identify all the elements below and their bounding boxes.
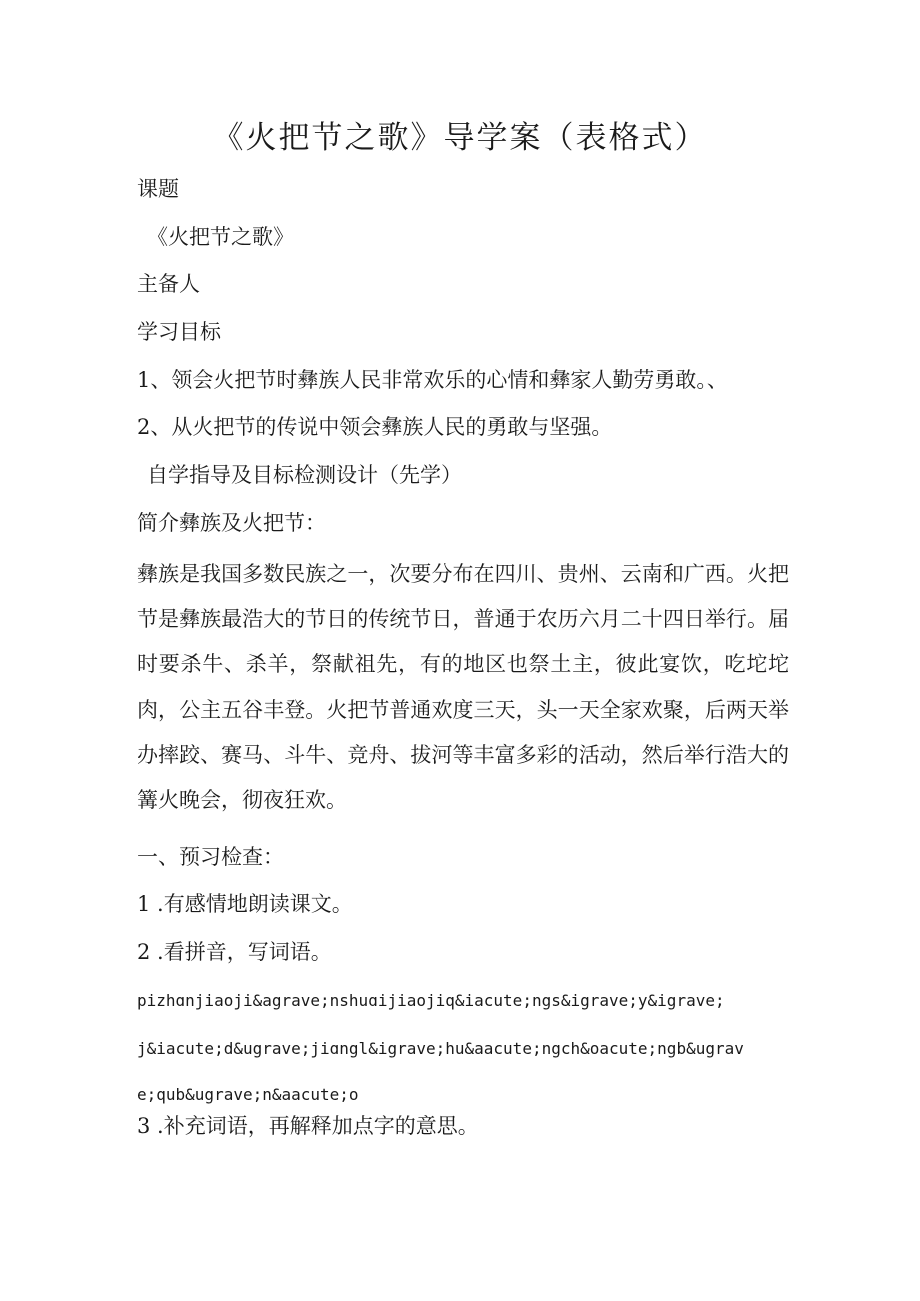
- objective-1: 1、领会火把节时彝族人民非常欢乐的心情和彝家人勤劳勇敢。、: [137, 368, 728, 392]
- objective-2: 2、从火把节的传说中领会彝族人民的勇敢与坚强。: [137, 415, 613, 439]
- pinyin-line-2: j&iacute;d&ugrave;jiɑngl&igrave;hu&aacute;ngch&oacute;ngb&ugrav: [137, 1039, 744, 1058]
- label-preparer: 主备人: [137, 272, 200, 296]
- document-title: 《火把节之歌》导学案（表格式）: [212, 120, 708, 156]
- item-3: 3 .补充词语，再解释加点字的意思。: [137, 1114, 479, 1138]
- label-topic: 课题: [137, 177, 179, 201]
- label-objectives: 学习目标: [137, 320, 221, 344]
- intro-heading: 简介彝族及火把节：: [137, 511, 326, 535]
- pinyin-line-1: pizhɑnjiaoji&agrave;nshuɑijiaojiq&iacute;ngs&igrave;y&igrave;: [137, 991, 725, 1010]
- item-1: 1 .有感情地朗读课文。: [137, 892, 353, 916]
- item-2: 2 .看拼音，写词语。: [137, 940, 332, 964]
- topic-value: 《火把节之歌》: [147, 225, 294, 249]
- intro-paragraph: 彝族是我国多数民族之一，次要分布在四川、贵州、云南和广西。火把节是彝族最浩大的节日的传统节日，普通于农历六月二十四日举行。届时要杀牛、杀羊，祭献祖先，有的地区也祭土主，彼此宴饮，吃坨坨肉，公主五谷丰登。火把节普通欢度三天，头一天全家欢聚，后两天举办摔跤、赛马、斗牛、竞舟、拔河等丰富多彩的活动，然后举行浩大的篝火晚会，彻夜狂欢。: [137, 562, 789, 813]
- pinyin-line-3: e;qub&ugrave;n&aacute;o: [137, 1085, 359, 1104]
- section1-heading: 一、预习检查：: [137, 845, 284, 869]
- self-study-heading: 自学指导及目标检测设计（先学）: [147, 463, 462, 487]
